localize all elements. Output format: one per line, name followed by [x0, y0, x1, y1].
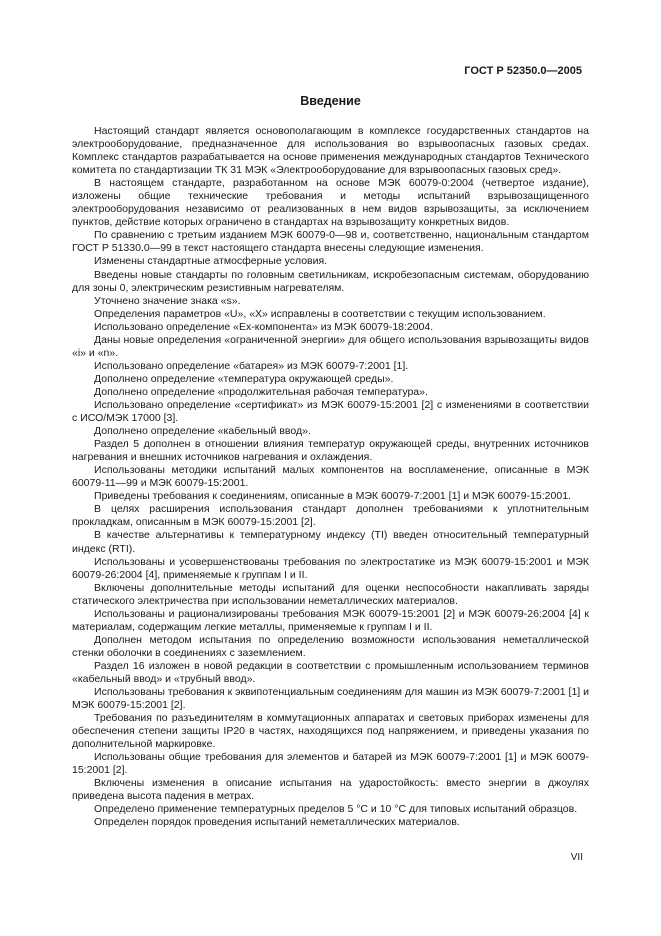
paragraph: Определено применение температурных пределов 5 °С и 10 °С для типовых испытаний образцов. [94, 803, 578, 816]
paragraph: Включены дополнительные методы испытаний для оценки неспособности накапливать заряды статического электричества при использовании неметаллических материалов. [72, 581, 589, 607]
paragraph: Настоящий стандарт является основополагающим в комплексе государственных стандартов на электрооборудование, предназначенное для использования во взрывоопасных газовых средах. Комплекс стандартов разрабатывается на основе применения международных стандартов Технического комитета по стандартизации ТК 31 МЭК «Электрооборудование для взрывоопасных газовых сред». [72, 125, 589, 177]
paragraph: Использовано определение «сертификат» из МЭК 60079-15:2001 [2] с изменениями в соответствии с ИСО/МЭК 17000 [3]. [72, 398, 589, 425]
paragraph: В настоящем стандарте, разработанном на основе МЭК 60079-0:2004 (четвертое издание), изложены общие технические требования и методы испытаний взрывозащищенного электрооборудования независимо от реализованных в нем видов взрывозащиты, за исключением пунктов, действие которых ограничено в стандартах на взрывозащиту конкретных видов. [72, 177, 589, 229]
paragraph: Использованы и рационализированы требования МЭК 60079-15:2001 [2] и МЭК 60079-26:2004 [4] к материалам, содержащим легкие металлы, применяемые к группам I и II. [72, 607, 589, 633]
paragraph: Раздел 5 дополнен в отношении влияния температур окружающей среды, внутренних источников нагревания и внешних источников нагревания и охлаждения. [72, 438, 589, 464]
paragraph: По сравнению с третьим изданием МЭК 60079-0—98 и, соответственно, национальным стандартом ГОСТ Р 51330.0—99 в текст настоящего стандарта внесены следующие изменения. [72, 229, 589, 255]
paragraph: Использовано определение «Ex-компонента» из МЭК 60079-18:2004. [94, 320, 434, 333]
paragraph: Использовано определение «батарея» из МЭК 60079-7:2001 [1]. [94, 359, 409, 372]
paragraph: В целях расширения использования стандарт дополнен требованиями к уплотнительным прокладкам, описанным в МЭК 60079-15:2001 [2]. [72, 503, 589, 529]
paragraph: Использованы общие требования для элементов и батарей из МЭК 60079-7:2001 [1] и МЭК 60079-15:2001 [2]. [72, 751, 589, 777]
paragraph: В качестве альтернативы к температурному индексу (TI) введен относительный температурный индекс (RTI). [72, 529, 589, 555]
paragraph: Уточнено значение знака «s». [94, 294, 241, 307]
paragraph: Дополнено определение «продолжительная рабочая температура». [94, 385, 428, 398]
paragraph: Раздел 16 изложен в новой редакции в соответствии с промышленным использованием терминов «кабельный ввод» и «трубный ввод». [72, 659, 589, 685]
paragraph: Использованы требования к эквипотенциальным соединениям для машин из МЭК 60079-7:2001 [1] и МЭК 60079-15:2001 [2]. [72, 686, 589, 712]
paragraph: Приведены требования к соединениям, описанные в МЭК 60079-7:2001 [1] и МЭК 60079-15:2001. [94, 490, 571, 503]
paragraph: Дополнено определение «температура окружающей среды». [94, 372, 394, 385]
paragraph: Определен порядок проведения испытаний неметаллических материалов. [94, 816, 460, 829]
paragraph: Использованы и усовершенствованы требования по электростатике из МЭК 60079-15:2001 и МЭК 60079-26:2004 [4], применяемые к группам I и II. [72, 555, 589, 581]
paragraph: Изменены стандартные атмосферные условия. [94, 255, 328, 268]
page-number: VII [570, 852, 583, 863]
paragraph: Дополнен методом испытания по определению возможности использования неметаллической стенки оболочки в соединениях с заземлением. [72, 633, 589, 659]
body-text [72, 125, 589, 830]
document-code: ГОСТ Р 52350.0—2005 [464, 65, 582, 77]
paragraph: Требования по разъединителям в коммутационных аппаратах и световых приборах изменены для обеспечения степени защиты IP20 в частях, находящихся под напряжением, и приведены указания по дополнительной маркировке. [72, 712, 589, 751]
paragraph: Использованы методики испытаний малых компонентов на воспламенение, описанные в МЭК 60079-11—99 и МЭК 60079-15:2001. [72, 464, 589, 490]
paragraph: Введены новые стандарты по головным светильникам, искробезопасным системам, оборудованию для зоны 0, электрическим резистивным нагревателям. [72, 268, 589, 294]
section-title: Введение [300, 94, 361, 108]
paragraph: Определения параметров «U», «X» исправлены в соответствии с текущим использованием. [94, 307, 546, 320]
paragraph: Дополнено определение «кабельный ввод». [94, 425, 311, 438]
paragraph: Включены изменения в описание испытания на ударостойкость: вместо энергии в джоулях приведена высота падения в метрах. [72, 777, 589, 803]
paragraph: Даны новые определения «ограниченной энергии» для общего использования взрывозащиты видов «i» и «n». [72, 333, 589, 359]
